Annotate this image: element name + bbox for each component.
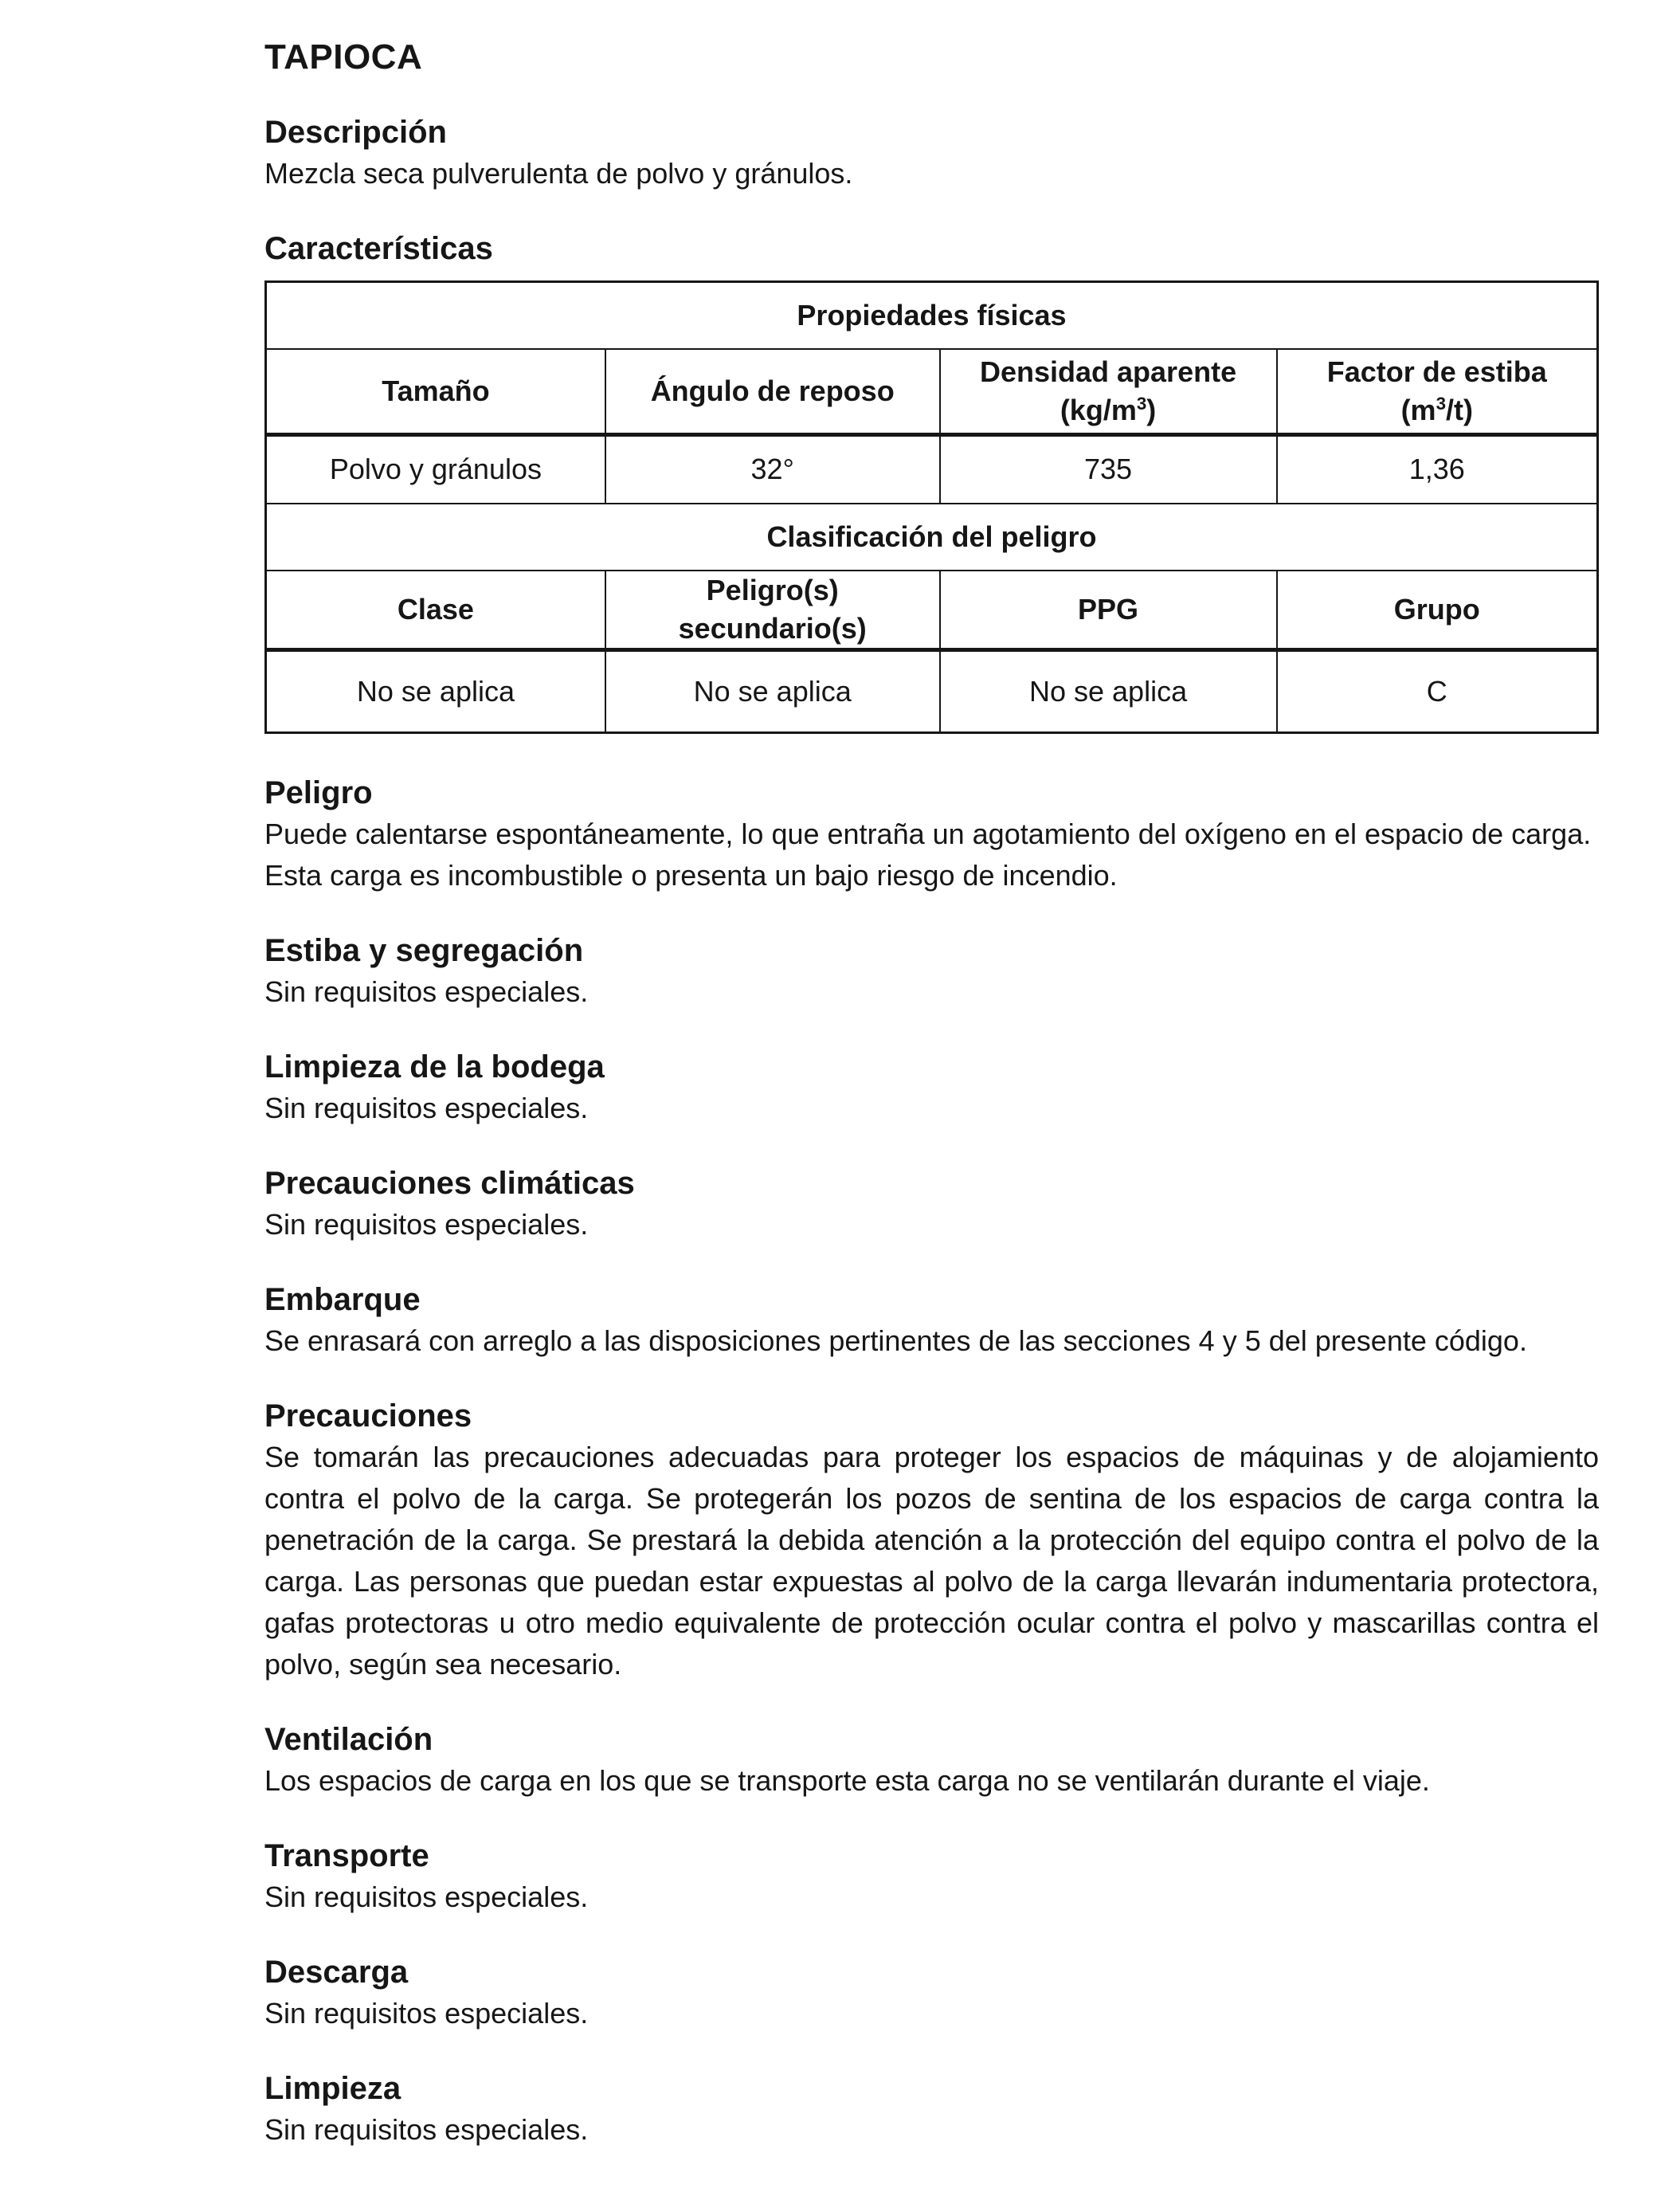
hazard-classification-header-row (266, 571, 1598, 650)
transporte-paragraph: Sin requisitos especiales. (264, 1880, 589, 1913)
densidad-unit-post: ) (1146, 393, 1157, 426)
section-heading-estiba: Estiba y segregación (264, 932, 584, 968)
peligro-paragraph-1: Puede calentarse espontáneamente, lo que entraña un agotamiento del oxígeno en el espacio de carga. (264, 817, 1592, 850)
value-grupo: C (1277, 649, 1598, 732)
factor-unit-sup: 3 (1436, 393, 1446, 414)
value-angulo-de-reposo: 32° (605, 435, 940, 504)
physical-properties-header-row (266, 349, 1598, 435)
section-heading-descarga: Descarga (264, 1954, 409, 1990)
hazard-classification-title: Clasificación del peligro (266, 504, 1598, 571)
section-precauciones (264, 1395, 1599, 1685)
col-header-tamano: Tamaño (266, 349, 605, 435)
ventilacion-paragraph: Los espacios de carga en los que se transporte esta carga no se ventilarán durante el viaje. (264, 1763, 1430, 1797)
value-ppg: No se aplica (940, 649, 1277, 732)
section-heading-peligro: Peligro (264, 775, 373, 810)
physical-properties-title: Propiedades físicas (266, 282, 1598, 349)
col-header-ppg: PPG (940, 571, 1277, 650)
col-header-peligros-secundarios: Peligro(s) secundario(s) (605, 571, 940, 650)
section-heading-limpieza: Limpieza (264, 2070, 401, 2106)
col-header-grupo: Grupo (1277, 571, 1598, 650)
descarga-paragraph: Sin requisitos especiales. (264, 1996, 589, 2030)
section-descarga (264, 1951, 1599, 2034)
section-heading-transporte: Transporte (264, 1837, 429, 1873)
col-header-densidad-aparente (940, 349, 1277, 435)
precauciones-climaticas-paragraph: Sin requisitos especiales. (264, 1207, 589, 1241)
section-precauciones-climaticas (264, 1163, 1599, 1245)
densidad-unit-pre: (kg/m (1060, 393, 1137, 426)
section-peligro (264, 772, 1599, 896)
section-caracteristicas (264, 228, 1599, 734)
densidad-unit-sup: 3 (1136, 393, 1147, 414)
factor-unit (1401, 394, 1473, 426)
section-estiba-y-segregacion (264, 930, 1599, 1013)
peligro-paragraph-2: Esta carga es incombustible o presenta un bajo riesgo de incendio. (264, 858, 1118, 892)
section-heading-descripcion: Descripción (264, 115, 447, 150)
characteristics-table (264, 280, 1599, 734)
section-ventilacion (264, 1719, 1599, 1802)
section-descripcion (264, 112, 1599, 194)
physical-properties-value-row (266, 435, 1598, 504)
factor-label: Factor de estiba (1326, 355, 1547, 388)
section-heading-precauciones-climaticas: Precauciones climáticas (264, 1165, 635, 1201)
section-limpieza (264, 2068, 1599, 2151)
section-heading-ventilacion: Ventilación (264, 1721, 433, 1757)
factor-unit-pre: (m (1400, 393, 1436, 426)
section-limpieza-de-la-bodega (264, 1046, 1599, 1129)
factor-unit-post: /t) (1445, 393, 1473, 426)
col-header-clase: Clase (266, 571, 605, 650)
hazard-classification-value-row (266, 649, 1598, 732)
value-densidad-aparente: 735 (940, 435, 1277, 504)
value-clase: No se aplica (266, 649, 605, 732)
section-heading-precauciones: Precauciones (264, 1398, 472, 1433)
section-heading-caracteristicas: Características (264, 231, 493, 266)
precauciones-paragraph: Se tomarán las precauciones adecuadas para proteger los espacios de máquinas y de alojamiento contra el polvo de la carga. Se protegerán los pozos de sentina de los espacios de carga contra la penetración de la carga. Se prestará la debida atención a la protección del equipo contra el polvo de la carga. Las personas que puedan estar expuestas al polvo de la carga llevarán indumentaria protectora, gafas protectoras u otro medio equivalente de protección ocular contra el polvo y mascarillas contra el polvo, según sea necesario. (264, 1440, 1599, 1681)
value-peligros-secundarios: No se aplica (605, 649, 940, 732)
col-header-angulo-de-reposo: Ángulo de reposo (605, 349, 940, 435)
value-factor-de-estiba: 1,36 (1277, 435, 1598, 504)
limpieza-paragraph: Sin requisitos especiales. (264, 2112, 589, 2146)
embarque-paragraph: Se enrasará con arreglo a las disposiciones pertinentes de las secciones 4 y 5 del presente código. (264, 1324, 1527, 1357)
section-transporte (264, 1835, 1599, 1918)
section-heading-limpieza-bodega: Limpieza de la bodega (264, 1049, 605, 1084)
section-heading-embarque: Embarque (264, 1281, 421, 1317)
limpieza-bodega-paragraph: Sin requisitos especiales. (264, 1091, 589, 1124)
estiba-paragraph: Sin requisitos especiales. (264, 975, 589, 1008)
section-embarque (264, 1279, 1599, 1362)
densidad-unit (1060, 394, 1156, 426)
value-tamano: Polvo y gránulos (266, 435, 605, 504)
page-title: TAPIOCA (264, 37, 423, 76)
col-header-factor-de-estiba (1277, 349, 1598, 435)
densidad-label: Densidad aparente (979, 355, 1237, 388)
descripcion-text: Mezcla seca pulverulenta de polvo y gránulos. (264, 157, 853, 190)
physical-properties-title-row (266, 282, 1598, 349)
hazard-classification-title-row (266, 504, 1598, 571)
